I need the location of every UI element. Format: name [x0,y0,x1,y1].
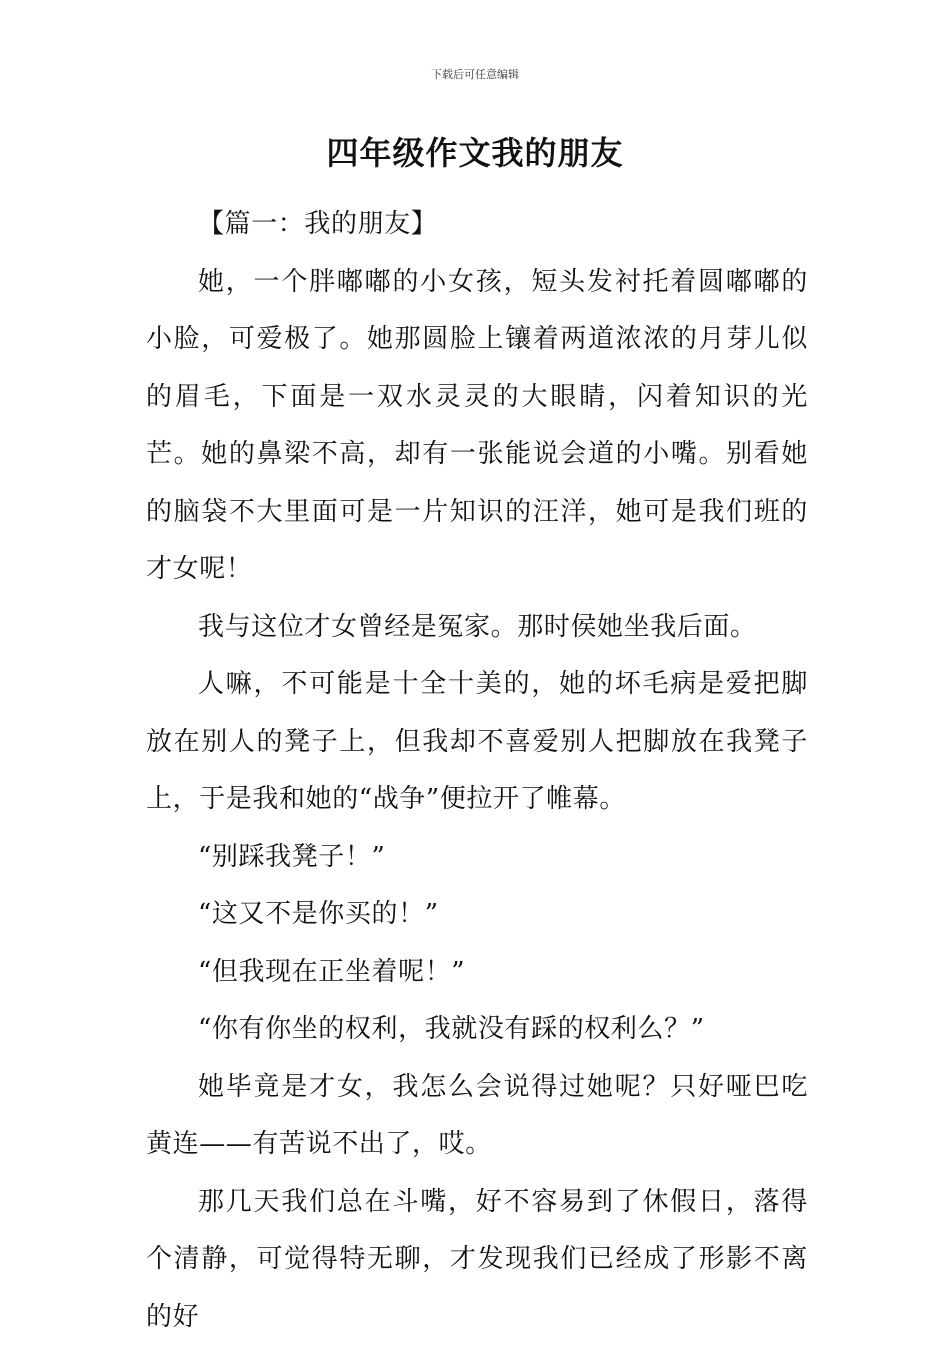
paragraph: 那几天我们总在斗嘴，好不容易到了休假日，落得个清静，可觉得特无聊，才发现我们已经成了形影不离的好 [146,1174,808,1346]
dialogue-line: “你有你坐的权利，我就没有踩的权利么？” [146,1001,808,1059]
dialogue-line: “这又不是你买的！” [146,886,808,944]
section-heading: 【篇一：我的朋友】 [146,196,808,254]
paragraph: 人嘛，不可能是十全十美的，她的坏毛病是爱把脚放在别人的凳子上，但我却不喜爱别人把脚放在我凳子上，于是我和她的“战争”便拉开了帷幕。 [146,656,808,829]
document-body [146,196,808,1346]
dialogue-line: “别踩我凳子！” [146,829,808,887]
page-header-note: 下载后可任意编辑 [0,66,950,82]
document-title: 四年级作文我的朋友 [0,128,950,174]
paragraph: 她毕竟是才女，我怎么会说得过她呢？只好哑巴吃黄连——有苦说不出了，哎。 [146,1059,808,1174]
dialogue-line: “但我现在正坐着呢！” [146,944,808,1002]
paragraph: 她，一个胖嘟嘟的小女孩，短头发衬托着圆嘟嘟的小脸，可爱极了。她那圆脸上镶着两道浓浓的月芽儿似的眉毛，下面是一双水灵灵的大眼睛，闪着知识的光芒。她的鼻梁不高，却有一张能说会道的小嘴。别看她的脑袋不大里面可是一片知识的汪洋，她可是我们班的才女呢！ [146,254,808,599]
paragraph: 我与这位才女曾经是冤家。那时侯她坐我后面。 [146,599,808,657]
